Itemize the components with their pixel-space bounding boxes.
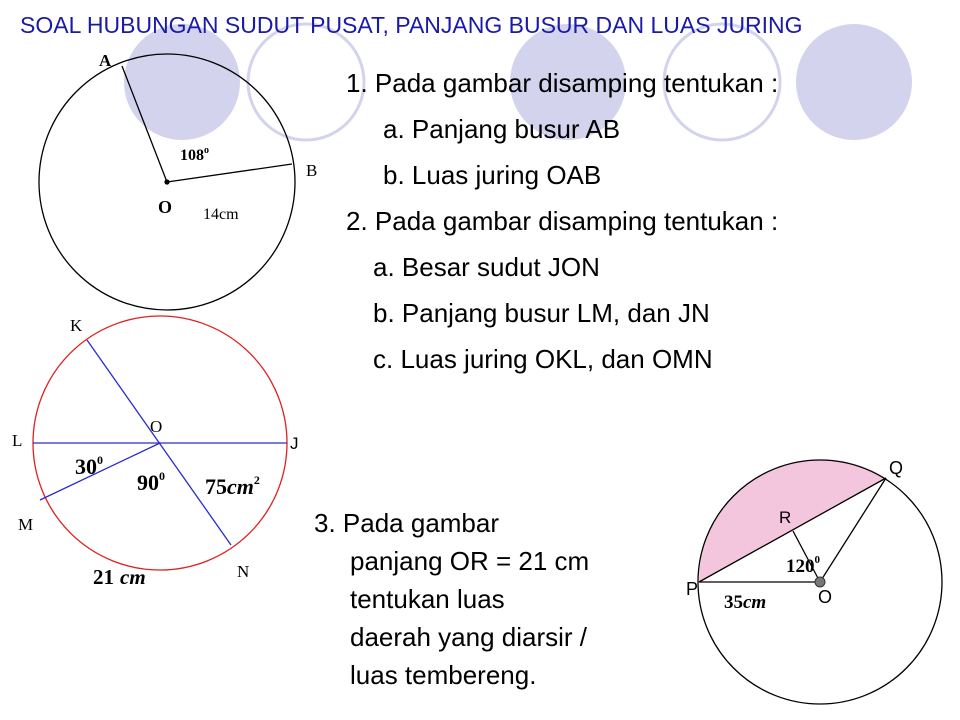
figure3-radius-label: 35cm: [724, 592, 767, 613]
figure2-label-k: K: [70, 316, 83, 335]
figure2-label-o: O: [150, 417, 163, 436]
page-title: SOAL HUBUNGAN SUDUT PUSAT, PANJANG BUSUR DAN LUAS JURING: [20, 12, 803, 38]
figure2-angle-90: $90^0$: [137, 469, 165, 495]
question2-prompt: 2. Pada gambar disamping tentukan :: [346, 206, 779, 236]
figure1-label-a: A: [99, 51, 112, 70]
question3-line-1: 3. Pada gambar: [314, 508, 500, 538]
figure3-center-dot: [815, 577, 825, 587]
figure3-label-r: R: [779, 508, 792, 527]
question1-item-b: b. Luas juring OAB: [383, 160, 602, 190]
question3-line-3: tentukan luas: [350, 584, 505, 614]
question3-line-2: panjang OR = 21 cm: [350, 546, 590, 576]
figure3-angle-label: $120^0$: [786, 554, 820, 577]
figure1-radius-label: 14cm: [203, 206, 239, 223]
figure1-angle-label: 108$^o$: [180, 145, 209, 164]
figure2-angle-30: $30^0$: [75, 453, 103, 479]
question2-item-a: a. Besar sudut JON: [373, 252, 600, 282]
figure2-label-n: N: [237, 562, 250, 581]
figure2-arc-label: 21 cm: [93, 565, 146, 589]
question1-prompt: 1. Pada gambar disamping tentukan :: [346, 68, 779, 98]
figure2-label-m: M: [18, 515, 34, 534]
question2-item-c: c. Luas juring OKL, dan OMN: [373, 344, 713, 374]
figure3-label-o: O: [818, 587, 833, 607]
figure1-label-b: B: [306, 161, 318, 180]
figure2-area-label: $75cm^2$: [205, 473, 260, 499]
figure3-label-p: P: [686, 579, 699, 599]
question3-line-5: luas tembereng.: [350, 660, 537, 690]
figure3-label-q: Q: [889, 458, 904, 478]
question1-item-a: a. Panjang busur AB: [383, 114, 621, 144]
figure2-label-l: L: [12, 431, 23, 450]
figure1-label-o: O: [158, 197, 173, 217]
figure2-label-j: J: [290, 434, 299, 453]
question2-item-b: b. Panjang busur LM, dan JN: [373, 298, 710, 328]
question3-line-4: daerah yang diarsir /: [350, 622, 588, 652]
